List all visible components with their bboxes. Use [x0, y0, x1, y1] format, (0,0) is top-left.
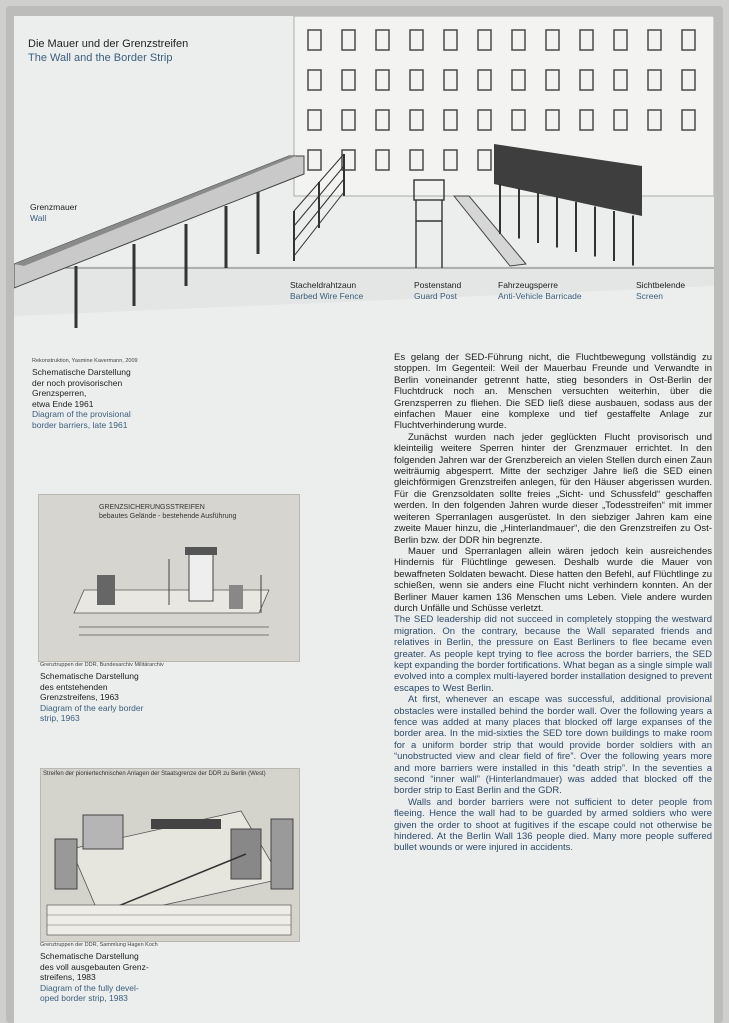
- diagram-1983-credit: Grenztruppen der DDR, Sammlung Hagen Koch: [40, 942, 158, 948]
- panel-title-en: The Wall and the Border Strip: [28, 52, 173, 64]
- body-de-3: Mauer und Sperranlagen allein wären jedoch kein ausreichendes Hindernis für Flüchtlinge gewesen. Deshalb wurde die Mauer von bewaffneten Soldaten bewacht. Diese hatten den Befehl, auf Flüchtlinge zu schießen, wenn sie anders eine Flucht nicht verhindern konnten. An der Berliner Mauer kamen 136 Menschen ums Leben. Viele andere wurden durch Unfälle und Schüsse verletzt.: [394, 545, 712, 614]
- caption-1983: Schematische Darstellung des voll ausgebauten Grenz- streifens, 1983 Diagram of the fully devel- oped border strip, 1983: [40, 951, 149, 1003]
- body-text: [394, 352, 712, 854]
- label-screen: Sichtbelende Screen: [636, 280, 686, 301]
- diagram-1963-subtitle: bebautes Gelände - bestehende Ausführung: [99, 513, 237, 520]
- body-en-1: The SED leadership did not succeed in completely stopping the westward migration. On the contrary, because the Wall separated friends and relatives in Berlin, the pressure on East Berliners to flee became even greater. As people kept trying to flee across the border barriers, the SED kept expanding the border fortifications. What began as a single simple wall evolved into a complex multi-layered border installation designed to prevent escapes to West Berlin.: [394, 614, 712, 694]
- illustration-credit: Rekonstruktion, Yasmine Kavermann, 2009: [32, 358, 138, 364]
- border-strip-illustration: [14, 16, 714, 376]
- label-wall: Grenzmauer Wall: [30, 202, 78, 223]
- info-panel: [14, 16, 714, 1023]
- body-en-2: At first, whenever an escape was successful, additional provisional obstacles were installed behind the border wall. Over the following years a fence was added at many places that blocked off large expanses of the border area. In the mid-sixties the SED tore down buildings to make room for a uniform border strip that would provide border soldiers with an “unobstructed view and clear field of fire”. Over the following years more and more barriers were installed in this “death strip”. In the seventies a second “inner wall” (Hinterlandmauer) was added that blocked off the border strip to East Berlin and the GDR.: [394, 694, 712, 797]
- label-barricade: Fahrzeugsperre Anti-Vehicle Barricade: [498, 280, 582, 301]
- body-de-2: Zunächst wurden nach jeder geglückten Flucht provisorisch und kleinteilig weitere Sperren hinter der Grenzmauer errichtet. In den folgenden Jahren war der Grenzbereich an vielen Stellen durch einen Zaun weiträumig abgesperrt. Mitte der sechziger Jahre ließ die SED einen gleichförmigen Grenzstreifen anlegen, für den Häuser abgerissen wurden. Für die Grenzsoldaten sollte freies „Sicht- und Schussfeld“ geschaffen werden. In den folgenden Jahren wurde dieser „Todesstreifen“ mit immer weiteren Sperranlagen ausgerüstet. In den siebziger Jahren kam eine zweite Mauer hinzu, die „Hinterlandmauer“, die den Grenzstreifen zu Ost-Berlin bzw. der DDR hin begrenzte.: [394, 431, 712, 546]
- anti-vehicle-barricade: [454, 196, 526, 266]
- body-en-3: Walls and border barriers were not sufficient to deter people from fleeing. Hence the wall had to be guarded by armed soldiers who were given the order to shoot at fugitives if the escape could not otherwise be hindered. At the Berlin Wall 136 people died. Many more people suffered bullet wounds or were injured in accidents.: [394, 796, 712, 854]
- diagram-1983-title: Streifen der pioniertechnischen Anlagen der Staatsgrenze der DDR zu Berlin (West): [43, 771, 266, 777]
- caption-1961: Schematische Darstellung der noch provisorischen Grenzsperren, etwa Ende 1961 Diagram of the provisional border barriers, late 1961: [32, 367, 131, 430]
- panel-title: Die Mauer und der Grenzstreifen: [28, 38, 189, 50]
- label-fence: Stacheldrahtzaun Barbed Wire Fence: [290, 280, 364, 301]
- diagram-1963: [38, 494, 300, 662]
- body-de-1: Es gelang der SED-Führung nicht, die Fluchtbewegung vollständig zu stoppen. Im Gegenteil: Weil der Mauerbau Freunde und Verwandte in Berlin voneinander getrennt hatte, stieg besonders in Ost-Berlin der Fluchtdruck noch an. Menschen versuchten weiterhin, über die Grenzsperren zu fliehen. Die SED ließ diese ausbauen, sodass aus der einfachen Mauer eine komplexe und tief gestaffelte Anlage zur Fluchtverhinderung wurde.: [394, 352, 712, 432]
- diagram-1983-drawing: [41, 769, 297, 939]
- diagram-1983: [40, 768, 300, 942]
- ground: [14, 266, 714, 316]
- diagram-1963-drawing: [39, 495, 297, 659]
- caption-1963: Schematische Darstellung des entstehenden Grenzstreifens, 1963 Diagram of the early border strip, 1963: [40, 671, 144, 723]
- diagram-1963-title: GRENZSICHERUNGSSTREIFEN: [99, 504, 205, 511]
- diagram-1963-credit: Grenztruppen der DDR, Bundesarchiv Militärarchiv: [40, 662, 164, 668]
- label-guard-post: Postenstand Guard Post: [414, 280, 462, 301]
